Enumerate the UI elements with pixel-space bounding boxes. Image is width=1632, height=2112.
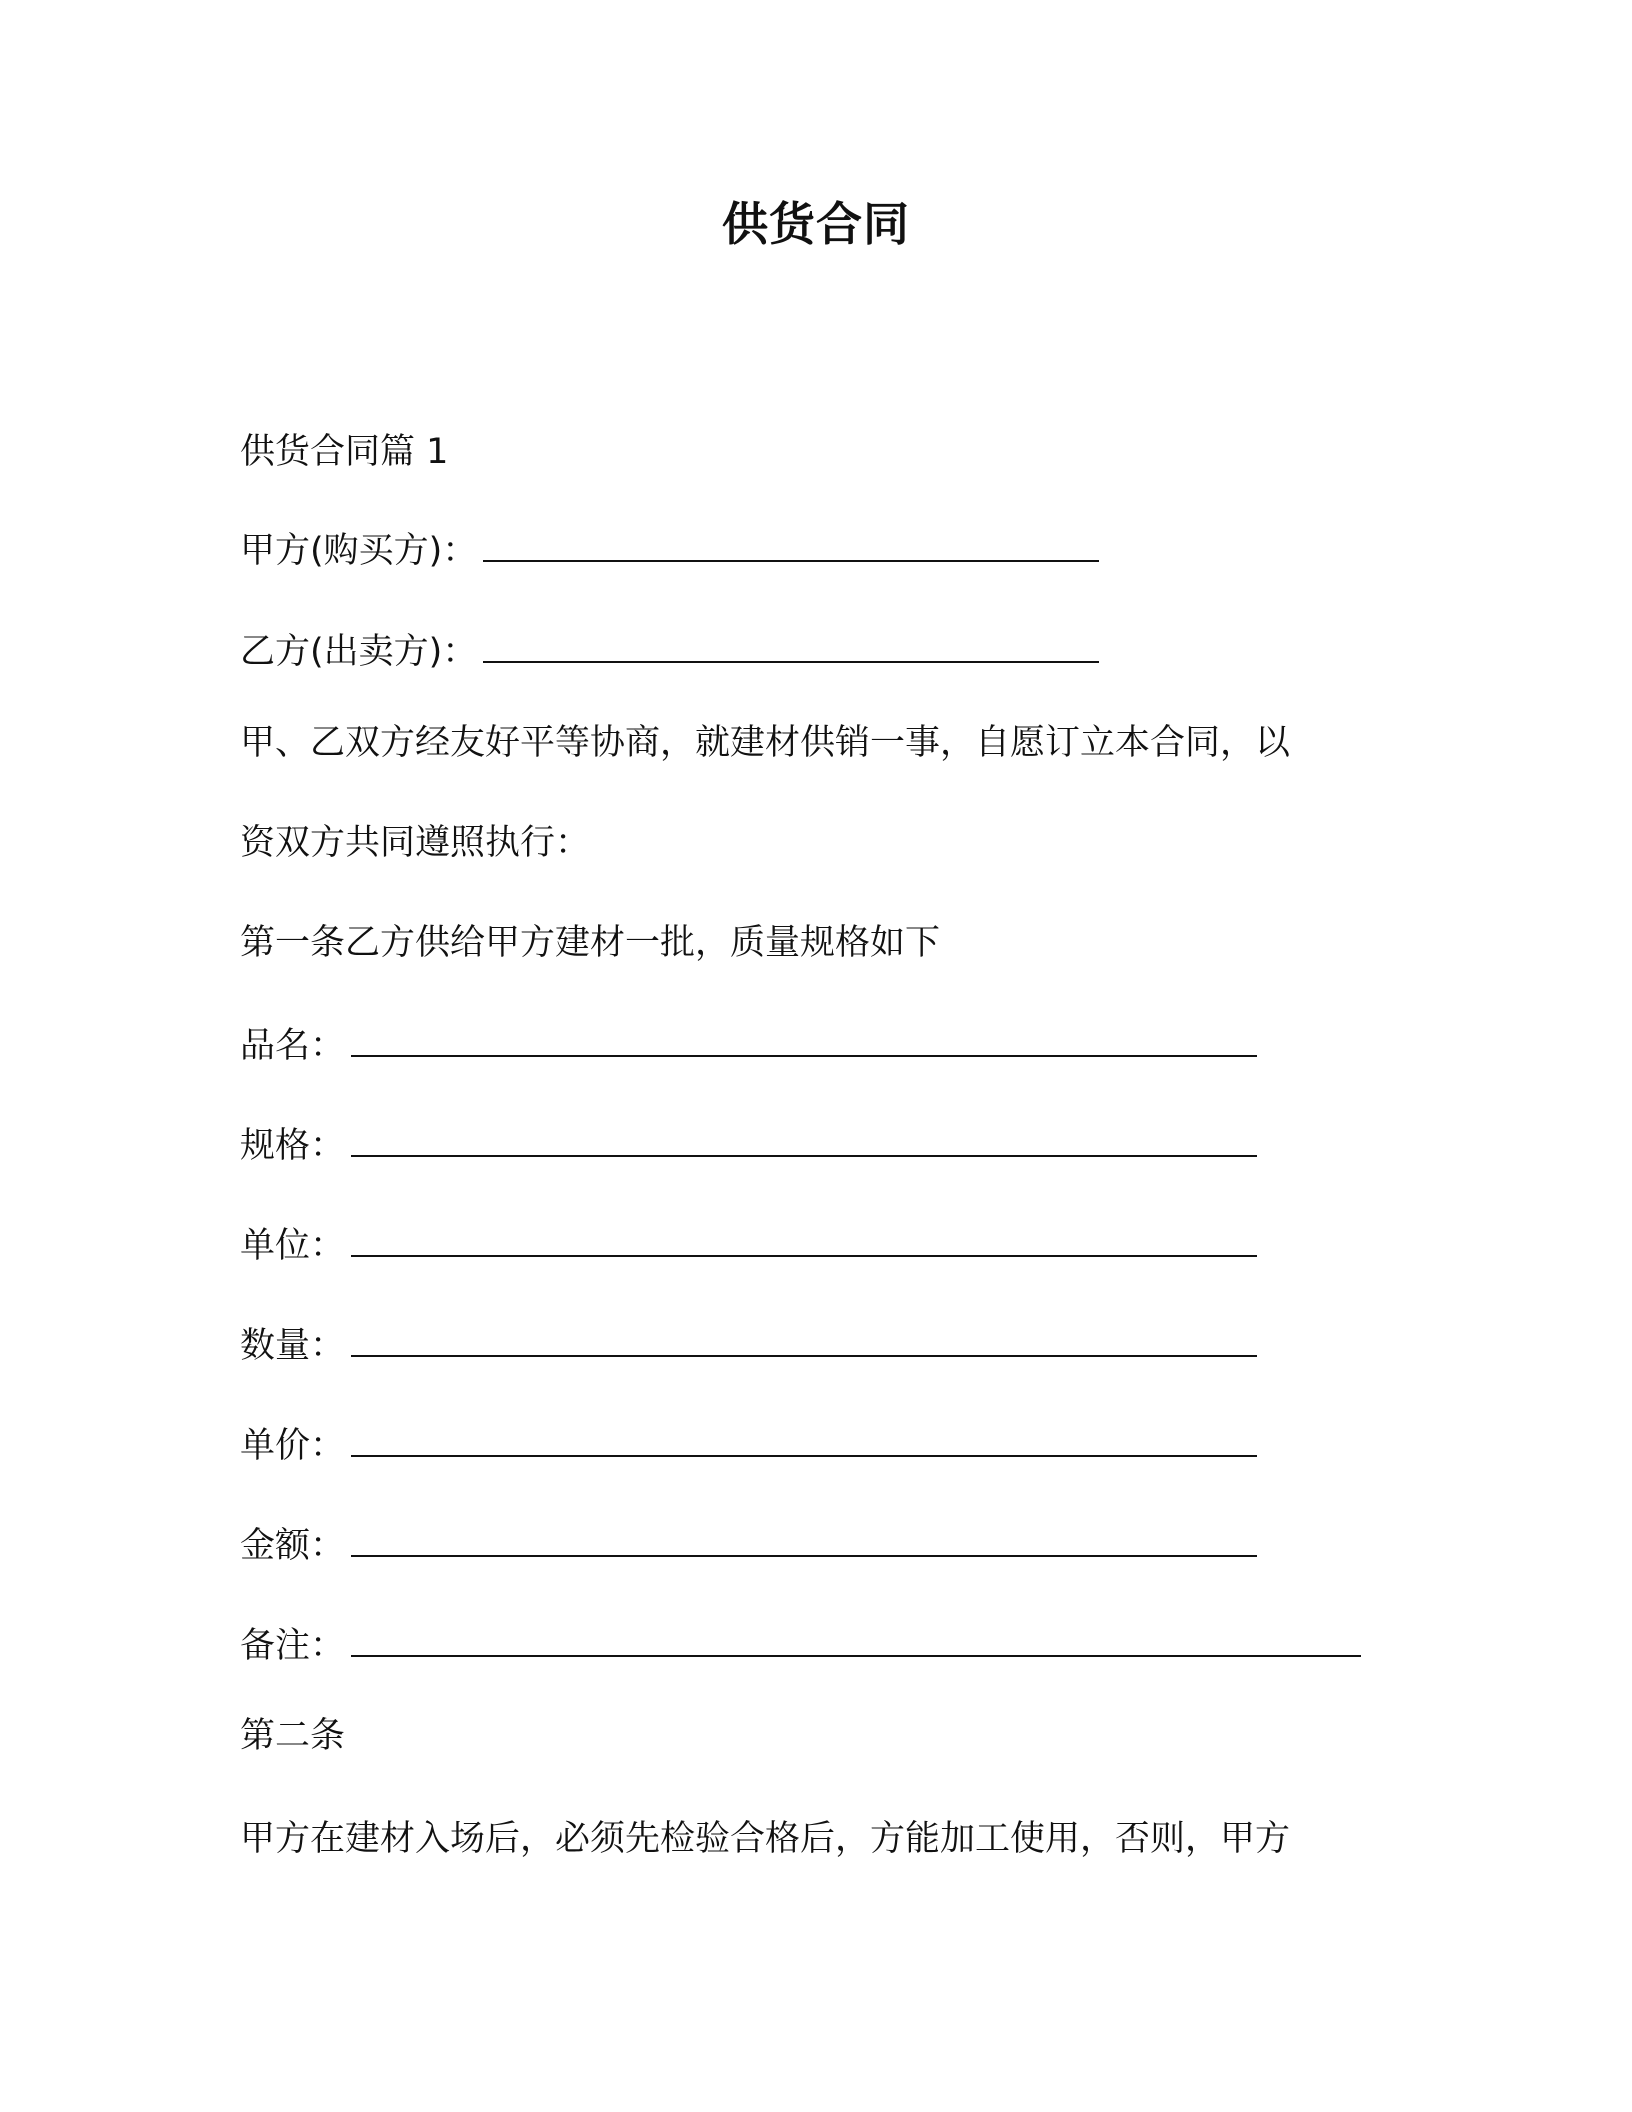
field-name-label: 品名： bbox=[240, 1026, 346, 1066]
field-unit-label: 单位： bbox=[240, 1226, 346, 1266]
field-remark-blank bbox=[351, 1625, 1361, 1657]
field-qty-label: 数量： bbox=[240, 1326, 346, 1366]
field-spec-label: 规格： bbox=[240, 1126, 346, 1166]
field-qty-blank bbox=[351, 1325, 1257, 1357]
field-unit-blank bbox=[351, 1225, 1257, 1257]
article-2-text: 甲方在建材入场后，必须先检验合格后，方能加工使用，否则，甲方 bbox=[240, 1819, 1291, 1859]
field-amount-label: 金额： bbox=[240, 1526, 346, 1566]
party-b-label: 乙方(出卖方)： bbox=[240, 632, 478, 672]
intro-line-1: 甲、乙双方经友好平等协商，就建材供销一事，自愿订立本合同，以 bbox=[240, 723, 1291, 763]
field-amount-line bbox=[240, 1521, 1257, 1571]
field-qty-line bbox=[240, 1321, 1257, 1371]
field-price-line bbox=[240, 1421, 1257, 1471]
article-1: 第一条乙方供给甲方建材一批，质量规格如下 bbox=[240, 923, 941, 963]
field-price-blank bbox=[351, 1425, 1257, 1457]
field-name-line bbox=[240, 1021, 1257, 1071]
article-2: 第二条 bbox=[240, 1716, 346, 1756]
party-a-blank bbox=[483, 530, 1099, 562]
party-a-line bbox=[240, 526, 1099, 576]
field-unit-line bbox=[240, 1221, 1257, 1271]
intro-line-2: 资双方共同遵照执行： bbox=[240, 823, 591, 863]
party-b-line bbox=[240, 627, 1099, 677]
field-remark-label: 备注： bbox=[240, 1626, 346, 1666]
section-heading: 供货合同篇 1 bbox=[240, 432, 449, 472]
party-b-blank bbox=[483, 631, 1099, 663]
document-title: 供货合同 bbox=[722, 197, 910, 251]
field-price-label: 单价： bbox=[240, 1426, 346, 1466]
field-spec-blank bbox=[351, 1125, 1257, 1157]
field-name-blank bbox=[351, 1025, 1257, 1057]
field-amount-blank bbox=[351, 1525, 1257, 1557]
field-spec-line bbox=[240, 1121, 1257, 1171]
party-a-label: 甲方(购买方)： bbox=[240, 531, 478, 571]
field-remark-line bbox=[240, 1621, 1361, 1671]
